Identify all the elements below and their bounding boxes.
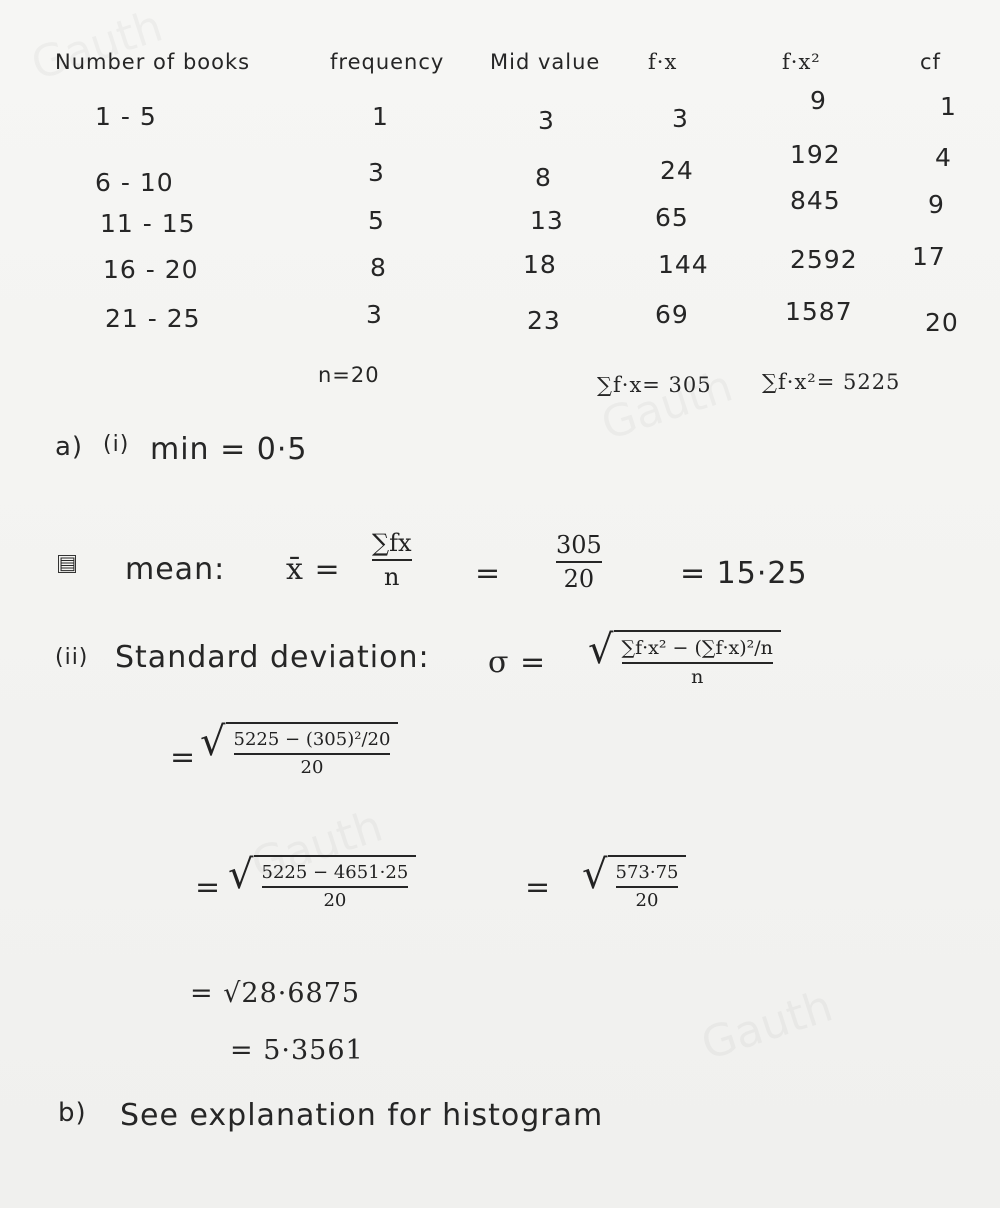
row5-fx: 69 bbox=[655, 300, 689, 329]
header-cf: cf bbox=[920, 50, 941, 74]
row4-fx: 144 bbox=[658, 250, 709, 279]
part-a-label: a) bbox=[55, 432, 84, 462]
row1-mid: 3 bbox=[538, 106, 555, 135]
sqrt-icon: √ bbox=[228, 852, 254, 898]
step2b-denominator: 20 bbox=[635, 889, 659, 911]
step2b-numerator: 573·75 bbox=[615, 862, 679, 883]
mean-equals: = bbox=[475, 556, 502, 591]
mean-denominator-value: 20 bbox=[563, 565, 595, 594]
step1-numerator: 5225 − (305)²/20 bbox=[233, 729, 391, 750]
step2-sqrt bbox=[228, 852, 416, 911]
fraction-bar bbox=[622, 662, 773, 664]
row1-books: 1 - 5 bbox=[95, 102, 157, 131]
row1-fx: 3 bbox=[672, 104, 689, 133]
sd-formula-fraction bbox=[622, 638, 773, 688]
fraction-bar bbox=[372, 559, 412, 561]
row5-cf: 20 bbox=[925, 308, 959, 337]
row3-fx: 65 bbox=[655, 203, 689, 232]
sd-label: Standard deviation: bbox=[115, 640, 430, 675]
sd-formula-denominator: n bbox=[691, 665, 704, 688]
step1-denominator: 20 bbox=[300, 756, 324, 778]
row2-fx2: 192 bbox=[790, 140, 841, 169]
mean-numerator-value: 305 bbox=[556, 531, 602, 559]
header-fx2: f·x² bbox=[782, 50, 821, 74]
header-fx: f·x bbox=[648, 50, 678, 74]
row5-fx2: 1587 bbox=[785, 297, 853, 326]
mean-numerator: ∑fx bbox=[372, 529, 412, 557]
row3-books: 11 - 15 bbox=[100, 209, 196, 238]
step2b-fraction bbox=[616, 863, 679, 911]
sd-formula-sqrt bbox=[588, 627, 781, 688]
fraction-bar bbox=[262, 886, 409, 888]
row4-cf: 17 bbox=[912, 242, 946, 271]
row3-freq: 5 bbox=[368, 206, 385, 235]
sd-result: = 5·3561 bbox=[230, 1035, 364, 1066]
step2-denominator: 20 bbox=[323, 889, 347, 911]
row1-freq: 1 bbox=[372, 102, 389, 131]
mean-label: mean: bbox=[125, 552, 226, 587]
sqrt-icon: √ bbox=[588, 627, 614, 673]
sqrt-icon: √ bbox=[582, 852, 608, 898]
row4-fx2: 2592 bbox=[790, 245, 858, 274]
row2-fx: 24 bbox=[660, 156, 694, 185]
step1-sqrt bbox=[200, 719, 398, 778]
header-mid-value: Mid value bbox=[490, 50, 601, 74]
step2b-equals: = bbox=[525, 870, 552, 905]
row4-freq: 8 bbox=[370, 253, 387, 282]
sd-lhs: σ = bbox=[488, 645, 547, 680]
row4-books: 16 - 20 bbox=[103, 255, 199, 284]
row5-mid: 23 bbox=[527, 306, 561, 335]
row5-books: 21 - 25 bbox=[105, 304, 201, 333]
row3-fx2: 845 bbox=[790, 186, 841, 215]
row2-cf: 4 bbox=[935, 143, 952, 172]
fraction-bar bbox=[234, 753, 391, 755]
n-total: n=20 bbox=[318, 363, 380, 387]
watermark bbox=[695, 981, 838, 1071]
step1-equals: = bbox=[170, 740, 197, 775]
step1-fraction bbox=[234, 730, 391, 778]
row1-cf: 1 bbox=[940, 92, 957, 121]
row3-cf: 9 bbox=[928, 190, 945, 219]
step2b-sqrt bbox=[582, 852, 686, 911]
sum-fx2: ∑f·x²= 5225 bbox=[762, 370, 901, 394]
row1-fx2: 9 bbox=[810, 86, 827, 115]
watermark bbox=[25, 1, 168, 91]
row3-mid: 13 bbox=[530, 206, 564, 235]
part-b-text: See explanation for histogram bbox=[120, 1098, 604, 1133]
step3-line: = √28·6875 bbox=[190, 978, 361, 1009]
row4-mid: 18 bbox=[523, 250, 557, 279]
part-b-label: b) bbox=[58, 1098, 87, 1128]
checkbox-icon: ▤ bbox=[59, 553, 78, 574]
step2-fraction bbox=[262, 863, 409, 911]
item-ii-label: (ii) bbox=[55, 645, 89, 670]
row2-freq: 3 bbox=[368, 158, 385, 187]
step2-equals: = bbox=[195, 870, 222, 905]
min-line: min = 0·5 bbox=[150, 432, 308, 467]
mean-denominator: n bbox=[384, 563, 400, 592]
fraction-bar bbox=[556, 561, 602, 563]
mean-fraction bbox=[372, 530, 412, 591]
row2-mid: 8 bbox=[535, 163, 552, 192]
mean-lhs: x̄ = bbox=[286, 552, 341, 587]
header-frequency: frequency bbox=[330, 50, 445, 74]
mean-fraction-values bbox=[556, 532, 602, 593]
sum-fx: ∑f·x= 305 bbox=[597, 373, 712, 397]
row5-freq: 3 bbox=[366, 300, 383, 329]
mean-result: = 15·25 bbox=[680, 556, 808, 591]
item-i-label: (i) bbox=[103, 432, 130, 457]
step2-numerator: 5225 − 4651·25 bbox=[261, 862, 409, 883]
fraction-bar bbox=[616, 886, 679, 888]
sqrt-icon: √ bbox=[200, 719, 226, 765]
header-number-of-books: Number of books bbox=[55, 50, 251, 74]
sd-formula-numerator: ∑f·x² − (∑f·x)²/n bbox=[621, 637, 773, 659]
row2-books: 6 - 10 bbox=[95, 168, 174, 197]
